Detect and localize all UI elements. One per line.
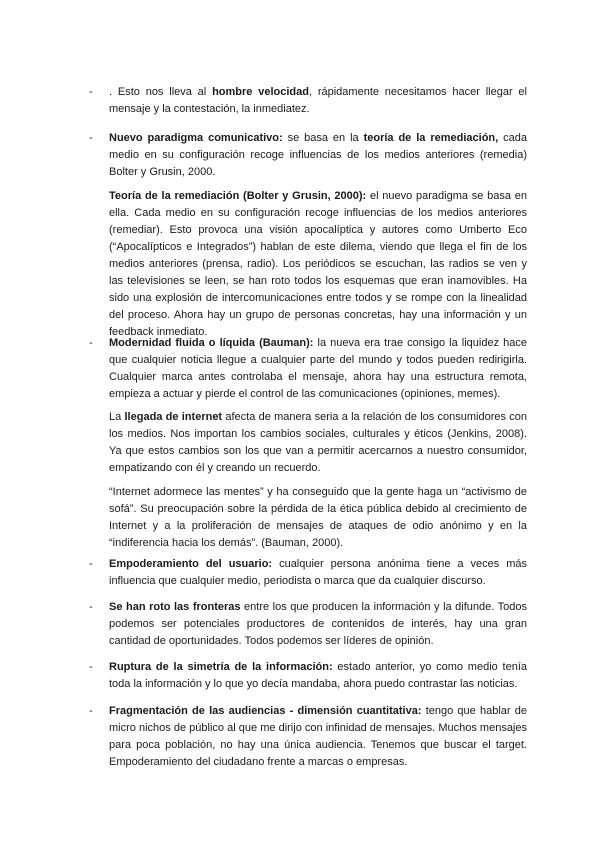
paragraph-fronteras bbox=[109, 599, 527, 650]
text-run: . Esto nos lleva al bbox=[109, 86, 213, 98]
text-run: cada medio en su configuración recoge influencias de los medios anteriores (remedia) Bolter y Grusin, 2000. bbox=[109, 132, 527, 178]
bold-run: Nuevo paradigma comunicativo: bbox=[109, 132, 283, 144]
list-bullet: - bbox=[89, 337, 93, 349]
bold-run: hombre velocidad bbox=[212, 86, 309, 98]
text-run: afecta de manera seria a la relación de los consumidores con los medios. Nos importan los cambios sociales, culturales y éticos (Jenkins, 2008). Ya que estos cambios son los que van a permitir acercarnos a nuestro consumidor, empatizando con él y creando un recuerdo. bbox=[109, 411, 527, 474]
bold-run: Ruptura de la simetría de la información: bbox=[109, 661, 333, 673]
list-bullet: - bbox=[89, 661, 93, 673]
paragraph-bauman-quote bbox=[109, 484, 527, 552]
text-run: entre los que producen la información y la difunde. Todos podemos ser potenciales productores de contenidos de interés, hay una gran cantidad de oportunidades. Todos podemos ser líderes de opinión. bbox=[109, 601, 528, 647]
bold-run: Fragmentación de las audiencias - dimensión cuantitativa: bbox=[109, 705, 422, 717]
bold-run: Empoderamiento del usuario: bbox=[109, 558, 273, 570]
text-run: estado anterior, yo como medio tenía toda la información y lo que yo decía mandaba, ahora puedo contrastar las noticias. bbox=[109, 661, 527, 690]
text-run: cualquier persona anónima tiene a veces más influencia que cualquier medio, periodista o marca que da cualquier discurso. bbox=[109, 558, 528, 587]
list-bullet: - bbox=[89, 558, 93, 570]
text-run: La bbox=[109, 411, 125, 423]
bold-run: Teoría de la remediación (Bolter y Grusin, 2000): bbox=[109, 190, 367, 202]
text-run: tengo que hablar de micro nichos de público al que me dirijo con infinidad de mensajes. Muchos mensajes para poca población, no hay una única audiencia. Tenemos que buscar el target. Empoderamiento del ciudadano frente a marcas o empresas. bbox=[109, 705, 527, 768]
paragraph-modernidad-liquida bbox=[109, 335, 527, 403]
list-bullet: - bbox=[89, 86, 93, 98]
list-bullet: - bbox=[89, 132, 93, 144]
paragraph-hombre-velocidad bbox=[109, 84, 527, 118]
bold-run: Se han roto las fronteras bbox=[109, 601, 241, 613]
text-run: la nueva era trae consigo la liquidez hace que cualquier noticia llegue a cualquier parte del mundo y todos pueden redirigirla. Cualquier marca antes controlaba el mensaje, ahora hay una estructura remota, empieza a actuar y pierde el control de las comunicaciones (opiniones, memes). bbox=[109, 337, 527, 400]
bold-run: llegada de internet bbox=[124, 411, 223, 423]
paragraph-teoria-remediacion bbox=[109, 188, 527, 341]
bold-run: teoría de la remediación, bbox=[363, 132, 499, 144]
paragraph-nuevo-paradigma bbox=[109, 130, 527, 181]
text-run: se basa en la bbox=[282, 132, 364, 144]
text-run: “Internet adormece las mentes” y ha conseguido que la gente haga un “activismo de sofá”. Su preocupación sobre la pérdida de la ética pública debido al crecimiento de Internet y a la proliferación de mensajes de ataques de odio anónimo y en la “indiferencia hacia los demás”. (Bauman, 2000). bbox=[109, 486, 527, 549]
bold-run: Modernidad fluida o líquida (Bauman): bbox=[109, 337, 314, 349]
text-run: , rápidamente necesitamos hacer llegar el mensaje y la contestación, la inmediatez. bbox=[109, 86, 527, 115]
list-bullet: - bbox=[89, 601, 93, 613]
paragraph-ruptura-simetria bbox=[109, 659, 527, 693]
paragraph-fragmentacion bbox=[109, 703, 527, 771]
list-bullet: - bbox=[89, 705, 93, 717]
text-run: el nuevo paradigma se basa en ella. Cada medio en su configuración recoge influencias de los medios anteriores (remediar). Esto provoca una visión apocalíptica y autores como Umberto Eco (“Apocalípticos e Integrados”) hablan de este dilema, viendo que llega el fin de los medios anteriores (prensa, radio). Los periódicos se escuchan, las radios se ven y las televisiones se leen, se han roto todos los esquemas que eran inamovibles. Ha sido una explosión de intercomunicaciones entre todos y se rompe con la linealidad del proceso. Ahora hay un grupo de personas concretas, hay una información y un feedback inmediato. bbox=[109, 190, 527, 338]
paragraph-empoderamiento bbox=[109, 556, 527, 590]
paragraph-llegada-internet bbox=[109, 409, 527, 477]
